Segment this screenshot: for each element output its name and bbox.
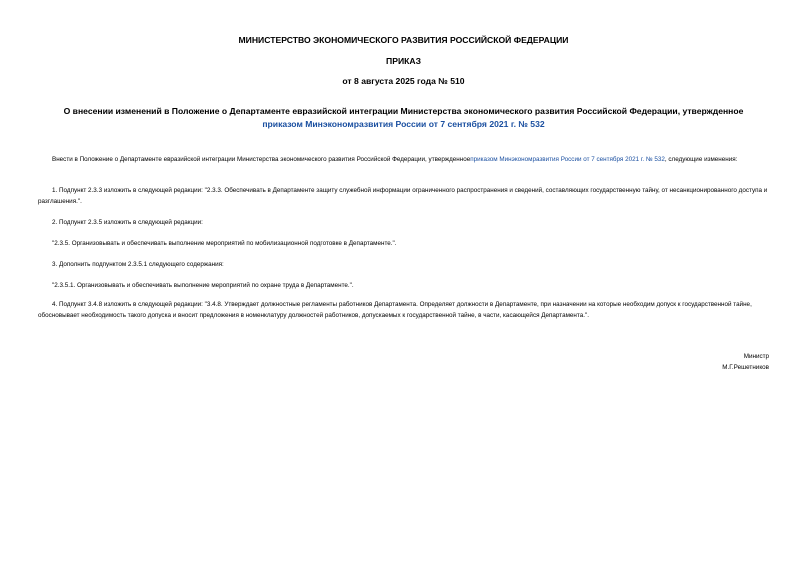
signatory-name: М.Г.Решетников	[722, 363, 769, 371]
document-title	[38, 105, 769, 131]
intro-text-end: , следующие изменения:	[664, 156, 738, 163]
item-4-paragraph: 4. Подпункт 3.4.8 изложить в следующей редакции: "3.4.8. Утверждает должностные регламенты работников Департамента. Определяет должности в Департаменте, при назначении на которые необходим допуск к государственной тайне, обосновывает необходимость такого допуска и вносит предложения в номенклатуру должностей работников, допускаемых к государственной тайне, в части, касающейся Департамента.".	[38, 301, 752, 319]
item-1-paragraph: 1. Подпункт 2.3.3 изложить в следующей редакции: "2.3.3. Обеспечивать в Департаменте защиту служебной информации ограниченного распространения и сведений, составляющих государственную тайну, от несанкционированного доступа и разглашения.".	[38, 187, 768, 205]
item-3-quote: "2.3.5.1. Организовывать и обеспечивать выполнение мероприятий по охране труда в Департаменте.".	[52, 282, 354, 289]
intro-order-link[interactable]: приказом Минэкономразвития России от 7 сентября 2021 г. № 532	[470, 156, 665, 163]
item-2-quote: "2.3.5. Организовывать и обеспечивать выполнение мероприятий по мобилизационной подготовке в Департаменте.".	[52, 240, 397, 247]
item-2-paragraph: 2. Подпункт 2.3.5 изложить в следующей редакции:	[52, 219, 203, 226]
document-title-text: О внесении изменений в Положение о Департаменте евразийской интеграции Министерства экономического развития Российской Федерации, утвержденное	[63, 106, 744, 116]
intro-paragraph	[38, 155, 769, 166]
signature-block	[722, 352, 769, 373]
document-type: ПРИКАЗ	[386, 56, 421, 66]
order-date-number: от 8 августа 2025 года № 510	[342, 76, 465, 86]
intro-text: Внести в Положение о Департаменте евразийской интеграции Министерства экономического развития Российской Федерации, утвержденное	[52, 156, 471, 163]
title-order-link[interactable]: приказом Минэкономразвития России от 7 сентября 2021 г. № 532	[262, 119, 545, 129]
document-page	[38, 0, 769, 571]
ministry-heading: МИНИСТЕРСТВО ЭКОНОМИЧЕСКОГО РАЗВИТИЯ РОССИЙСКОЙ ФЕДЕРАЦИИ	[238, 35, 569, 45]
signatory-position: Министр	[743, 353, 769, 360]
item-3-paragraph: 3. Дополнить подпунктом 2.3.5.1 следующего содержания:	[52, 261, 224, 268]
